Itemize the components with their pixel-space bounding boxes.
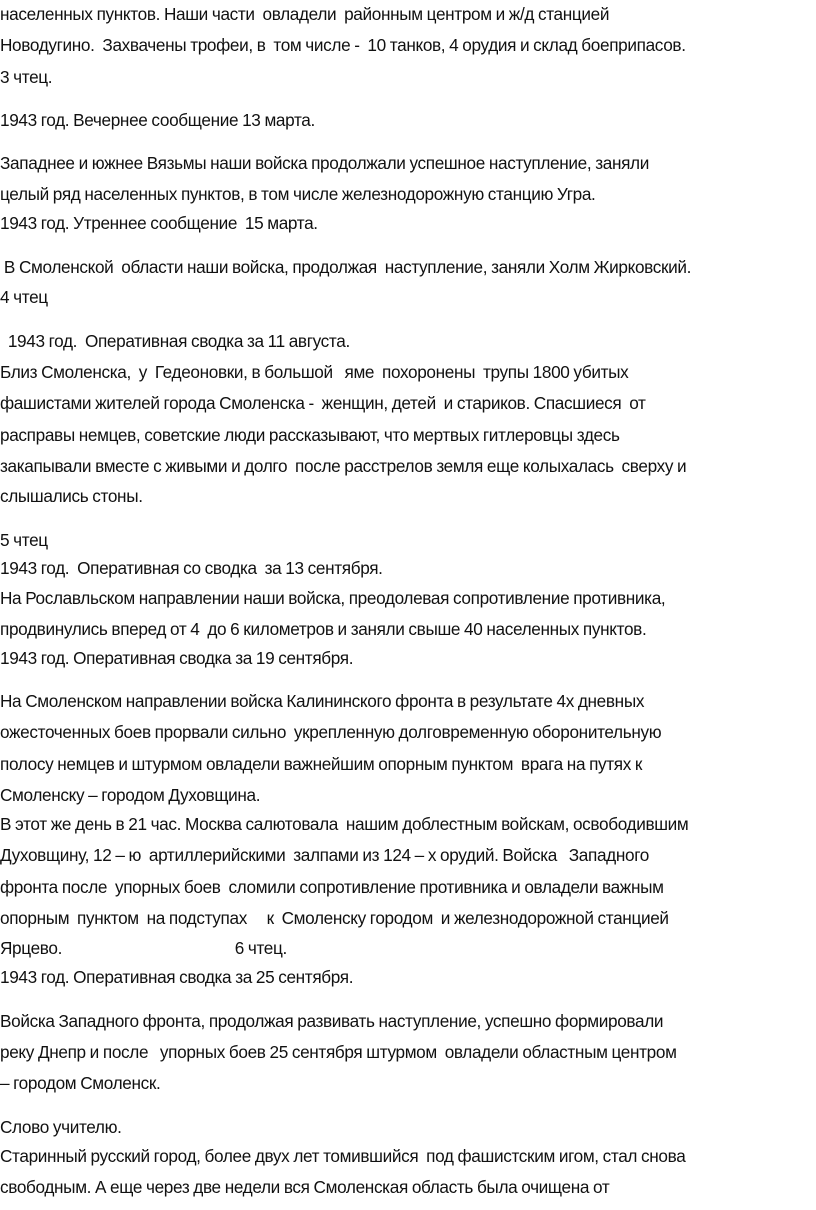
text-line: Близ Смоленска, у Гедеоновки, в большой яме похоронены трупы 1800 убитых xyxy=(0,362,629,382)
text-line: – городом Смоленск. xyxy=(0,1073,161,1093)
text-line: Ярцево. 6 чтец. xyxy=(0,938,287,958)
text-line: В этот же день в 21 час. Москва салютовала нашим доблестным войскам, освободившим xyxy=(0,814,689,834)
text-line: 1943 год. Оперативная сводка за 19 сентября. xyxy=(0,648,354,668)
text-line: Новодугино. Захвачены трофеи, в том числе - 10 танков, 4 орудия и склад боеприпасов. xyxy=(0,35,686,55)
text-line: 1943 год. Оперативная со сводка за 13 сентября. xyxy=(0,558,383,578)
text-line: 3 чтец. xyxy=(0,67,53,87)
text-line: На Рославльском направлении наши войска, преодолевая сопротивление противника, xyxy=(0,588,666,608)
text-line: 1943 год. Утреннее сообщение 15 марта. xyxy=(0,213,318,233)
text-line: слышались стоны. xyxy=(0,486,143,506)
text-line: продвинулись вперед от 4 до 6 километров и заняли свыше 40 населенных пунктов. xyxy=(0,619,647,639)
text-line: На Смоленском направлении войска Калининского фронта в результате 4х дневных xyxy=(0,691,645,711)
text-line: опорным пунктом на подступах к Смоленску городом и железнодорожной станцией xyxy=(0,908,669,928)
text-line: В Смоленской области наши войска, продолжая наступление, заняли Холм Жирковский. xyxy=(0,257,692,277)
text-line: 1943 год. Оперативная сводка за 11 августа. xyxy=(0,331,350,351)
text-line: населенных пунктов. Наши части овладели районным центром и ж/д станцией xyxy=(0,4,610,24)
text-line: Старинный русский город, более двух лет томившийся под фашистским игом, стал снова xyxy=(0,1146,686,1166)
text-line: Войска Западного фронта, продолжая развивать наступление, успешно формировали xyxy=(0,1011,664,1031)
text-line: Западнее и южнее Вязьмы наши войска продолжали успешное наступление, заняли xyxy=(0,153,649,173)
text-line: расправы немцев, советские люди рассказывают, что мертвых гитлеровцы здесь xyxy=(0,425,620,445)
text-line: Духовщину, 12 – ю артиллерийскими залпами из 124 – х орудий. Войска Западного xyxy=(0,845,649,865)
text-line: закапывали вместе с живыми и долго после расстрелов земля еще колыхалась сверху и xyxy=(0,456,687,476)
text-line: 5 чтец xyxy=(0,530,48,550)
text-line: Слово учителю. xyxy=(0,1117,122,1137)
text-line: фронта после упорных боев сломили сопротивление противника и овладели важным xyxy=(0,877,664,897)
text-line: реку Днепр и после упорных боев 25 сентября штурмом овладели областным центром xyxy=(0,1042,677,1062)
text-line: свободным. А еще через две недели вся Смоленская область была очищена от xyxy=(0,1177,610,1197)
text-line: ожесточенных боев прорвали сильно укрепленную долговременную оборонительную xyxy=(0,722,662,742)
text-line: 1943 год. Оперативная сводка за 25 сентября. xyxy=(0,967,354,987)
text-line: 4 чтец xyxy=(0,287,48,307)
text-line: 1943 год. Вечернее сообщение 13 марта. xyxy=(0,110,315,130)
text-line: Смоленску – городом Духовщина. xyxy=(0,785,261,805)
text-line: целый ряд населенных пунктов, в том числе железнодорожную станцию Угра. xyxy=(0,184,596,204)
text-line: фашистами жителей города Смоленска - женщин, детей и стариков. Спасшиеся от xyxy=(0,393,646,413)
text-line: полосу немцев и штурмом овладели важнейшим опорным пунктом врага на путях к xyxy=(0,754,643,774)
